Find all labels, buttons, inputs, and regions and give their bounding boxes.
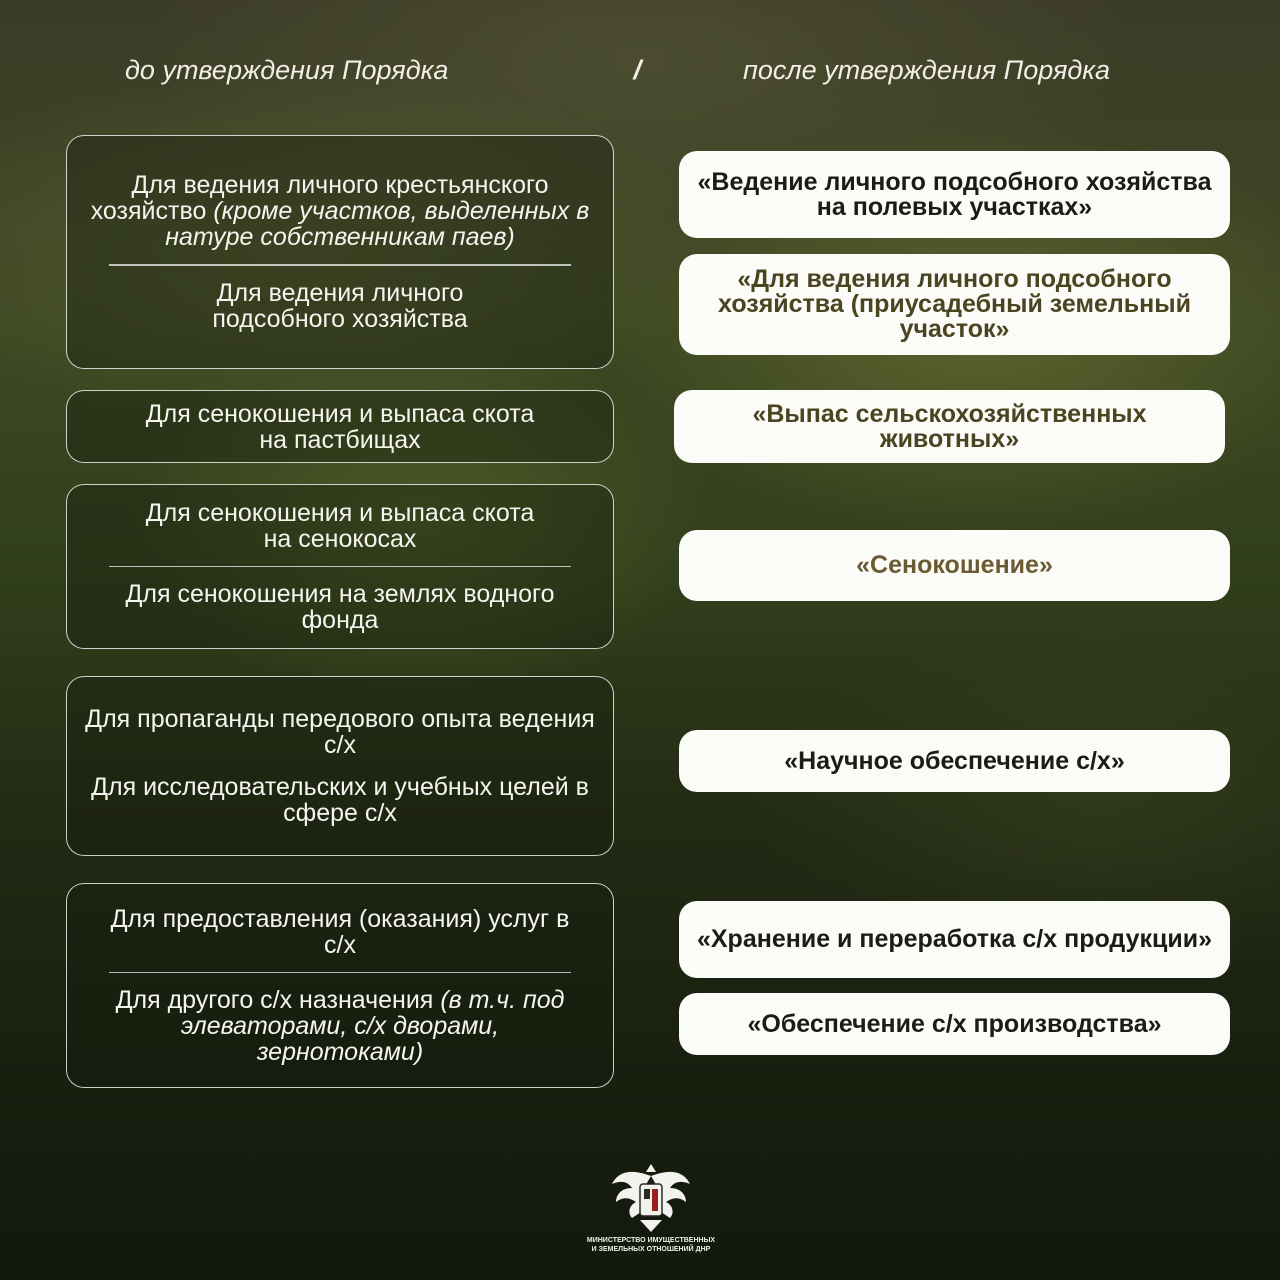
spacer [109,765,571,767]
new-purpose-card-2: «Для ведения личного подсобного хозяйства (приусадебный земельный участок» [679,254,1230,355]
old-purpose-box-3 [66,484,614,649]
old-purpose-item: Для пропаганды передового опыта ведения с/х [85,705,595,760]
old-purpose-item: Для предоставления (оказания) услуг в с/х [110,904,570,959]
old-purpose-item: Для сенокошения на землях водного фонда [125,580,555,635]
new-purpose-card-6: «Хранение и переработка с/х продукции» [679,901,1230,978]
divider [109,972,571,974]
old-purpose-box-1 [66,135,614,369]
eagle-emblem-icon [610,1158,692,1236]
old-purpose-item: Для сенокошения и выпаса скота на сенокосах [145,498,535,553]
old-purpose-item: Для исследовательских и учебных целей в сфере с/х [91,772,589,827]
header-after: после утверждения Порядка [743,55,1111,85]
old-purpose-item: Для сенокошения и выпаса скота на пастбищах [145,399,535,454]
new-purpose-card-5: «Научное обеспечение с/х» [679,730,1230,792]
new-purpose-card-4: «Сенокошение» [679,530,1230,601]
old-purpose-item: Для ведения личного крестьянского хозяйство (кроме участков, выделенных в натуре собственникам паев) [90,171,590,252]
old-purpose-box-5 [66,883,614,1088]
old-purpose-box-2 [66,390,614,463]
header-before: до утверждения Порядка [125,55,449,85]
new-purpose-card-7: «Обеспечение с/х производства» [679,993,1230,1055]
new-purpose-card-3: «Выпас сельскохозяйственных животных» [674,390,1225,463]
divider [109,566,571,568]
old-purpose-box-4 [66,676,614,856]
new-purpose-card-1: «Ведение личного подсобного хозяйства на полевых участках» [679,151,1230,238]
divider [109,264,571,266]
ministry-name: МИНИСТЕРСТВО ИМУЩЕСТВЕННЫХ И ЗЕМЕЛЬНЫХ ОТНОШЕНИЙ ДНР [586,1237,716,1253]
old-purpose-item: Для ведения личного подсобного хозяйства [212,278,468,333]
old-purpose-item: Для другого с/х назначения (в т.ч. под элеваторами, с/х дворами, зернотоками) [115,986,565,1067]
header-separator: / [630,55,645,85]
